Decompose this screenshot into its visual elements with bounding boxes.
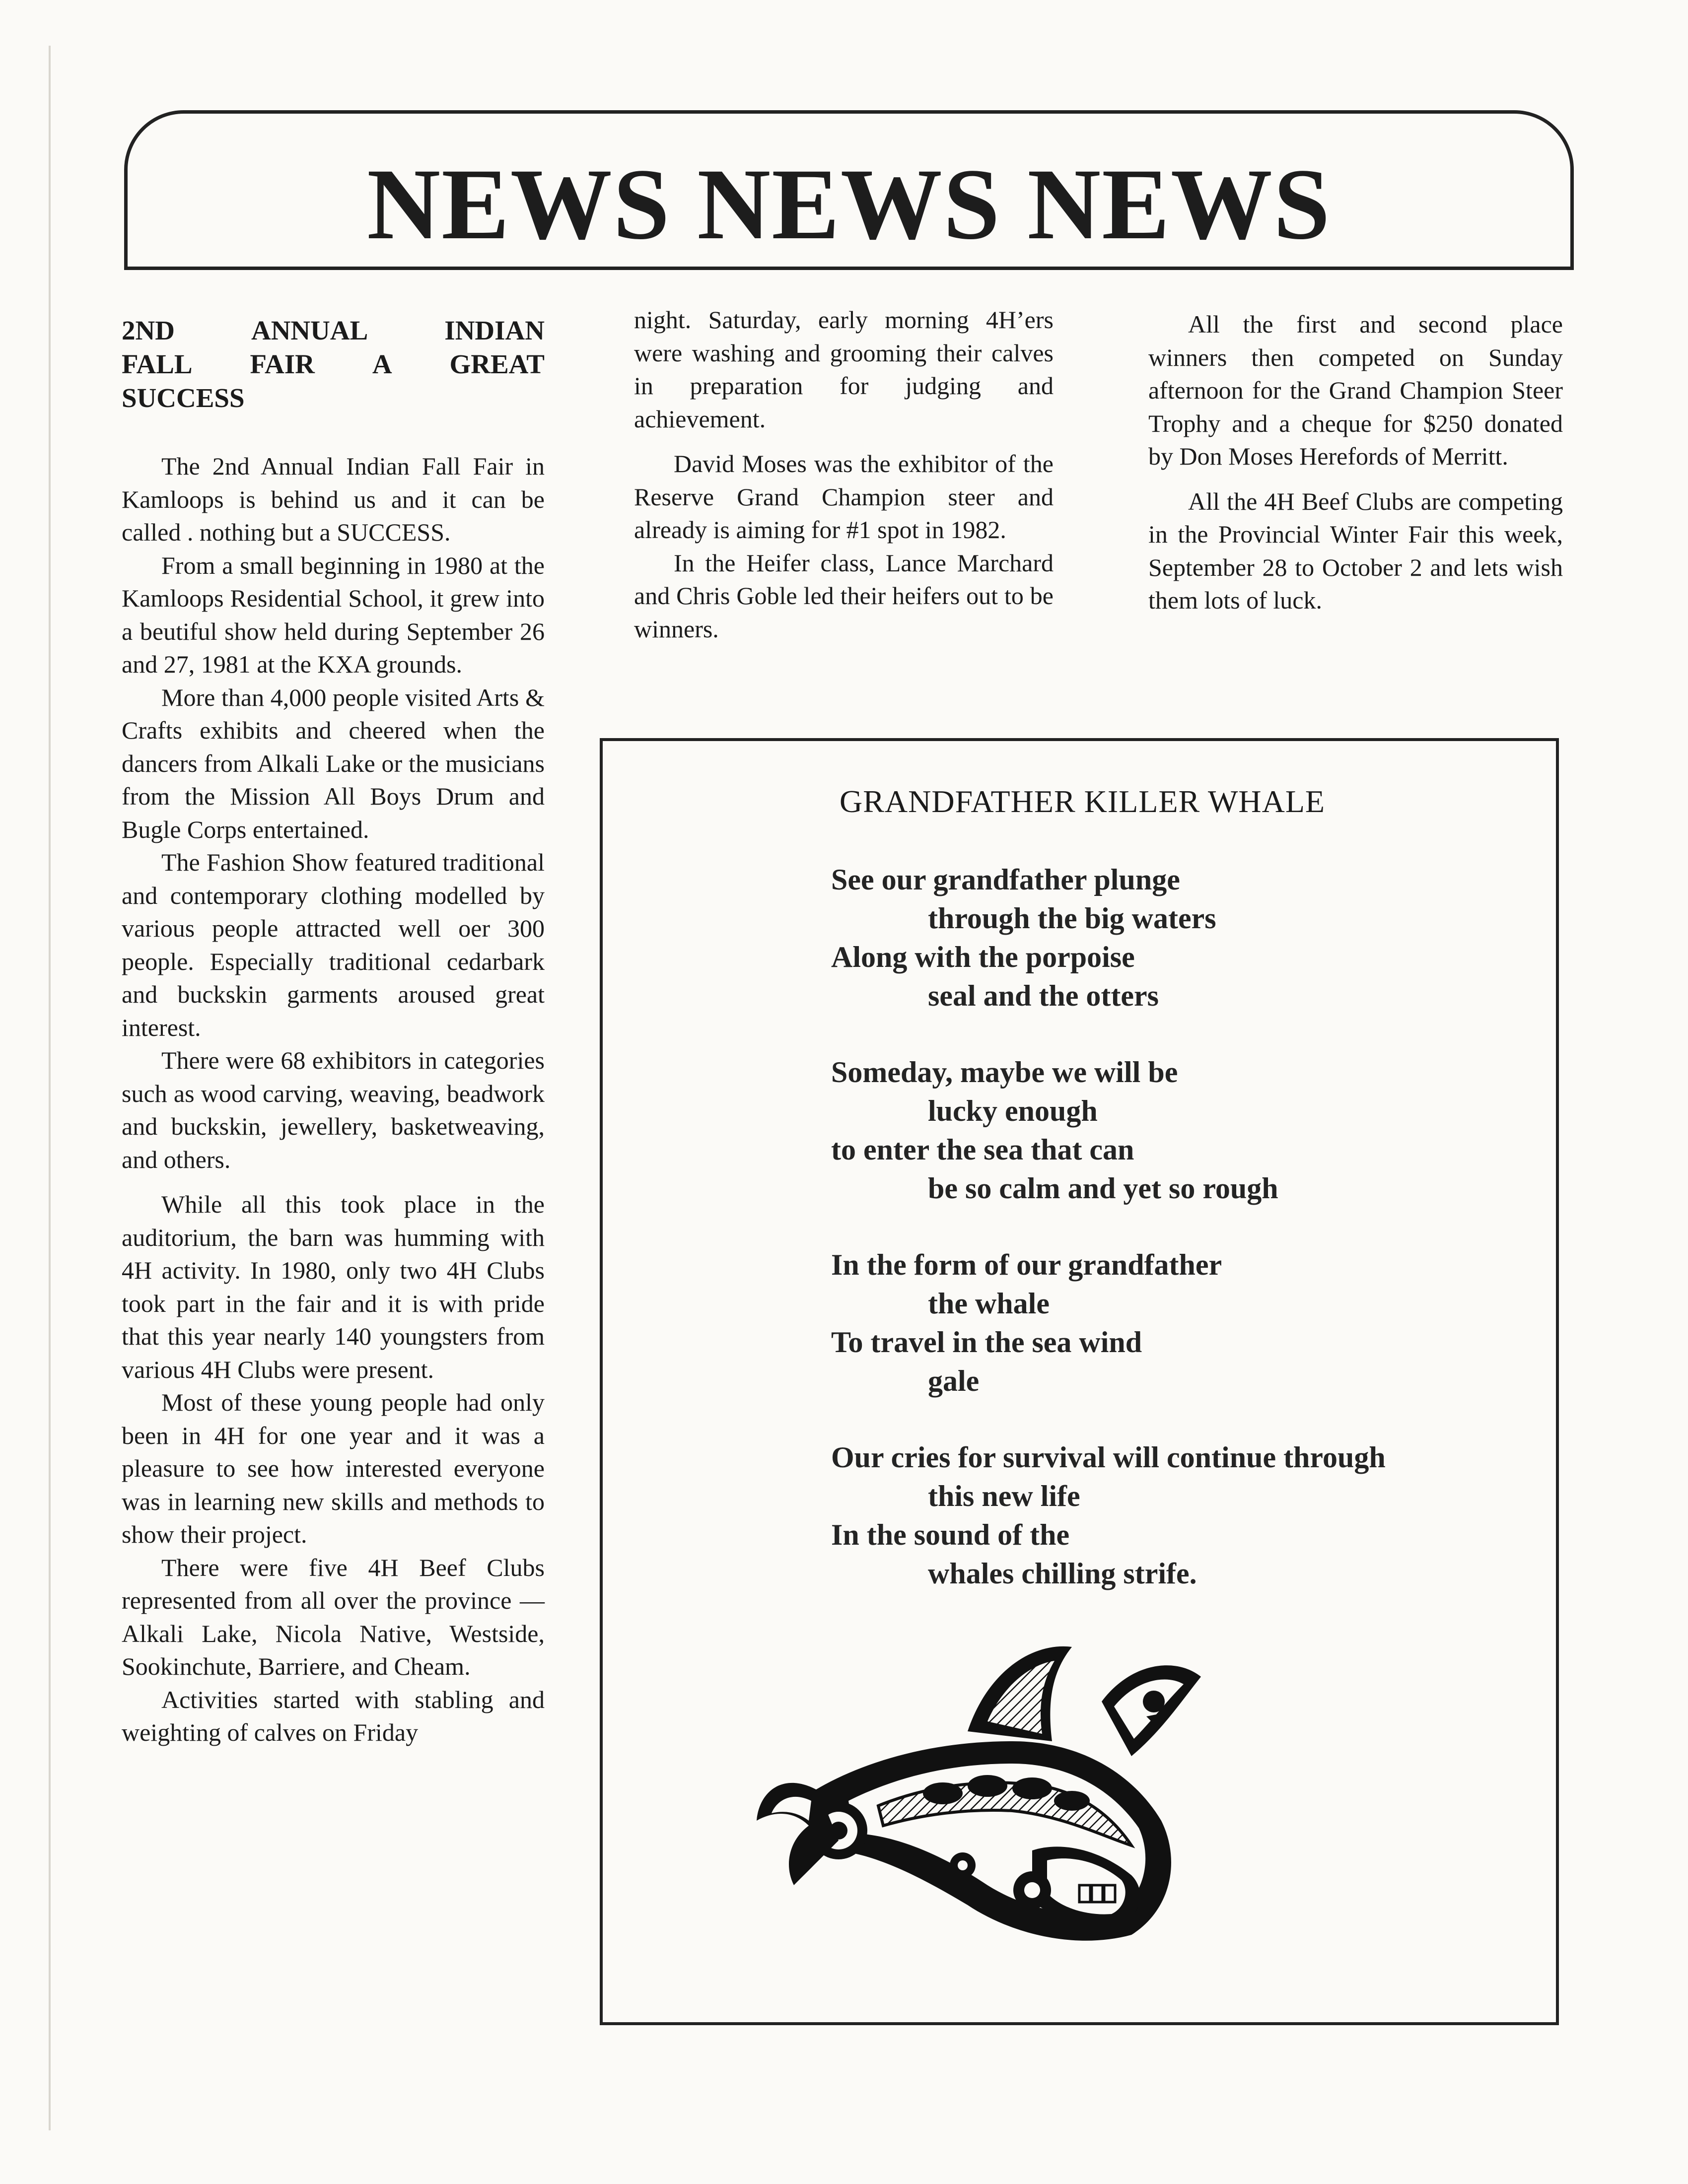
article-paragraph: Activities started with stabling and weighting of calves on Friday xyxy=(122,1685,545,1746)
headline-word: INDIAN xyxy=(444,315,545,345)
poem-stanza xyxy=(831,1438,1526,1593)
article-paragraph: night. Saturday, early morning 4H’ers were washing and grooming their calves in preparation for judging and achievement. xyxy=(634,306,1054,433)
poem-line: seal and the otters xyxy=(928,979,1159,1012)
article-paragraph: From a small beginning in 1980 at the Kamloops Residential School, it grew into a beutiful show held during September 26 and 27, 1981 at the KXA grounds. xyxy=(122,551,545,678)
poem-line: See our grandfather plunge xyxy=(831,863,1180,896)
poem-line: this new life xyxy=(928,1480,1080,1512)
article-headline xyxy=(122,314,545,415)
poem-stanza xyxy=(831,1053,1526,1208)
poem-line: gale xyxy=(928,1365,980,1397)
poem-title: GRANDFATHER KILLER WHALE xyxy=(840,784,1325,819)
poem-line: To travel in the sea wind xyxy=(831,1326,1142,1359)
poem-line: the whale xyxy=(928,1287,1050,1320)
poem-line: whales chilling strife. xyxy=(928,1557,1197,1590)
killer-whale-illustration xyxy=(754,1642,1206,1950)
masthead-title: NEWS NEWS NEWS xyxy=(367,148,1331,261)
poem-line: Along with the porpoise xyxy=(831,941,1135,973)
headline-word: ANNUAL xyxy=(251,315,368,345)
headline-word: FALL xyxy=(122,349,193,379)
poem-line: Our cries for survival will continue through xyxy=(831,1441,1386,1474)
headline-word: FAIR xyxy=(250,349,315,379)
article-paragraph: The 2nd Annual Indian Fall Fair in Kamloops is behind us and it can be called . nothing but a SUCCESS. xyxy=(122,452,545,546)
poem-box xyxy=(600,738,1559,2025)
poem-stanza xyxy=(831,860,1526,1015)
article-column-2 xyxy=(634,303,1054,645)
headline-word: SUCCESS xyxy=(122,383,245,413)
poem-line: lucky enough xyxy=(928,1094,1098,1127)
article-paragraph: There were 68 exhibitors in categories such as wood carving, weaving, beadwork and buckskin, jewellery, basketweaving, and others. xyxy=(122,1046,545,1173)
headline-word: GREAT xyxy=(449,349,545,379)
masthead xyxy=(124,110,1574,270)
article-paragraph: Most of these young people had only been in 4H for one year and it was a pleasure to see how interested everyone was in learning new skills and methods to show their project. xyxy=(122,1388,545,1548)
poem-body xyxy=(831,860,1526,1631)
poem-line: be so calm and yet so rough xyxy=(928,1172,1278,1205)
article-column-1 xyxy=(122,314,545,1749)
page-edge xyxy=(49,46,51,2130)
article-paragraph: In the Heifer class, Lance Marchard and Chris Goble led their heifers out to be winners. xyxy=(634,548,1054,643)
poem-line: through the big waters xyxy=(928,902,1216,935)
poem-stanza xyxy=(831,1245,1526,1400)
article-paragraph: There were five 4H Beef Clubs represented from all over the province —Alkali Lake, Nicola Native, Westside, Sookinchute, Barriere, and Cheam. xyxy=(122,1553,545,1680)
article-paragraph: The Fashion Show featured traditional and contemporary clothing modelled by various people attracted well oer 300 people. Especially traditional cedarbark and buckskin garments aroused great interest. xyxy=(122,848,545,1041)
article-paragraph: More than 4,000 people visited Arts & Crafts exhibits and cheered when the dancers from Alkali Lake or the musicians from the Mission All Boys Drum and Bugle Corps entertained. xyxy=(122,683,545,843)
article-paragraph: While all this took place in the auditorium, the barn was humming with 4H activity. In 1980, only two 4H Clubs took part in the fair and it is with pride that this year nearly 140 youngsters from various 4H Clubs were present. xyxy=(122,1190,545,1383)
poem-line: In the sound of the xyxy=(831,1518,1070,1551)
poem-line: to enter the sea that can xyxy=(831,1133,1134,1166)
article-paragraph: David Moses was the exhibitor of the Reserve Grand Champion steer and already is aiming for #1 spot in 1982. xyxy=(634,450,1054,544)
poem-line: Someday, maybe we will be xyxy=(831,1056,1178,1089)
poem-line: In the form of our grandfather xyxy=(831,1248,1222,1281)
article-column-3 xyxy=(1148,308,1563,617)
article-paragraph: All the first and second place winners then competed on Sunday afternoon for the Grand Champion Steer Trophy and a cheque for $250 donated by Don Moses Herefords of Merritt. xyxy=(1148,310,1563,470)
article-paragraph: All the 4H Beef Clubs are competing in the Provincial Winter Fair this week, September 28 to October 2 and lets wish them lots of luck. xyxy=(1148,487,1563,614)
headline-word: A xyxy=(372,349,392,379)
headline-word: 2ND xyxy=(122,315,175,345)
